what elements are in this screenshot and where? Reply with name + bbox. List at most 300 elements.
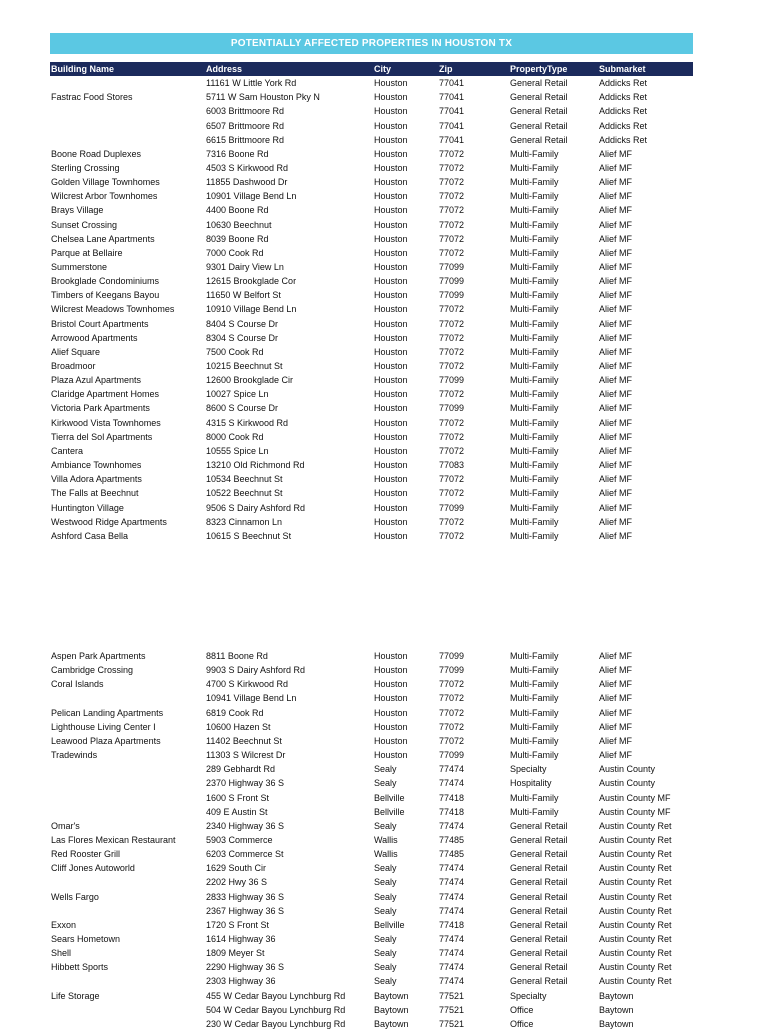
building-name-cell (51, 875, 201, 889)
property-type-cell: Multi-Family (510, 665, 559, 676)
table-row (50, 147, 693, 161)
city-cell: Houston (374, 120, 408, 131)
zip-cell: 77072 (439, 530, 465, 541)
city-cell: Sealy (374, 962, 397, 973)
submarket-cell: Austin County Ret (599, 863, 672, 874)
submarket-cell: Alief MF (599, 332, 633, 343)
zip-cell: 77072 (439, 177, 465, 188)
city-cell: Houston (374, 276, 408, 287)
building-name-cell (51, 1003, 201, 1017)
zip-cell: 77072 (439, 516, 465, 527)
address-cell: 9903 S Dairy Ashford Rd (206, 665, 306, 676)
table-row (50, 189, 693, 203)
building-name-cell (51, 805, 201, 819)
city-cell: Houston (374, 177, 408, 188)
property-type-cell: Multi-Family (510, 162, 559, 173)
submarket-cell: Alief MF (599, 177, 633, 188)
city-cell: Houston (374, 233, 408, 244)
table-row (50, 486, 693, 500)
building-name-cell: Ambiance Townhomes (51, 460, 142, 471)
header-zip: Zip (439, 64, 453, 74)
building-name-cell: Kirkwood Vista Townhomes (51, 417, 161, 428)
address-cell: 10215 Beechnut St (206, 361, 283, 371)
address-cell: 10027 Spice Ln (206, 389, 269, 400)
city-cell: Baytown (374, 1018, 409, 1029)
header-city: City (374, 64, 392, 74)
table-row (50, 861, 693, 875)
table-row (50, 274, 693, 288)
address-cell: 4503 S Kirkwood Rd (206, 162, 289, 173)
zip-cell: 77072 (439, 304, 465, 315)
table-row (50, 960, 693, 974)
city-cell: Houston (374, 332, 408, 343)
address-cell: 5903 Commerce (206, 834, 273, 845)
table-title: POTENTIALLY AFFECTED PROPERTIES IN HOUSTON TX (50, 33, 693, 54)
zip-cell: 77072 (439, 693, 465, 704)
table-row (50, 218, 693, 232)
address-cell: 10600 Hazen St (206, 721, 271, 732)
address-cell: 8811 Boone Rd (206, 651, 268, 661)
address-cell: 11303 S Wilcrest Dr (206, 750, 286, 760)
address-cell: 7316 Boone Rd (206, 148, 269, 159)
table-row (50, 677, 693, 691)
submarket-cell: Alief MF (599, 205, 633, 216)
submarket-cell: Austin County (599, 778, 656, 789)
property-type-cell: Hospitality (510, 778, 552, 789)
address-cell: 2340 Highway 36 S (206, 820, 285, 831)
zip-cell: 77072 (439, 389, 465, 400)
city-cell: Bellville (374, 792, 405, 803)
submarket-cell: Alief MF (599, 290, 633, 301)
city-cell: Houston (374, 417, 408, 428)
address-cell: 10555 Spice Ln (206, 445, 269, 456)
address-cell: 11650 W Belfort St (206, 290, 281, 301)
submarket-cell: Alief MF (599, 488, 633, 499)
submarket-cell: Addicks Ret (599, 92, 648, 103)
property-type-cell: General Retail (510, 877, 568, 888)
table-row (50, 401, 693, 415)
table-row (50, 932, 693, 946)
zip-cell: 77041 (439, 92, 465, 103)
submarket-cell: Alief MF (599, 162, 633, 173)
property-type-cell: Multi-Family (510, 530, 559, 541)
table-row (50, 104, 693, 118)
submarket-cell: Austin County Ret (599, 834, 672, 845)
table-row (50, 762, 693, 776)
building-name-cell: Sunset Crossing (51, 219, 118, 230)
building-name-cell (51, 104, 201, 118)
table-row (50, 416, 693, 430)
zip-cell: 77474 (439, 948, 465, 959)
submarket-cell: Alief MF (599, 148, 633, 159)
address-cell: 10522 Beechnut St (206, 488, 283, 499)
property-type-cell: General Retail (510, 863, 568, 874)
submarket-cell: Austin County Ret (599, 919, 672, 930)
table-row (50, 776, 693, 790)
address-cell: 11402 Beechnut St (206, 735, 282, 746)
submarket-cell: Alief MF (599, 651, 633, 661)
building-name-cell: Westwood Ridge Apartments (51, 516, 167, 527)
city-cell: Bellville (374, 919, 405, 930)
zip-cell: 77072 (439, 488, 465, 499)
address-cell: 10941 Village Bend Ln (206, 693, 297, 704)
zip-cell: 77099 (439, 262, 465, 272)
building-name-cell: Arrowood Apartments (51, 332, 138, 343)
header-property-type: PropertyType (510, 64, 568, 74)
zip-cell: 77474 (439, 863, 465, 874)
property-type-cell: Multi-Family (510, 304, 559, 315)
header-building-name: Building Name (51, 64, 115, 74)
property-type-cell: Multi-Family (510, 177, 559, 188)
address-cell: 6003 Brittmoore Rd (206, 106, 285, 117)
submarket-cell: Alief MF (599, 721, 633, 732)
zip-cell: 77521 (439, 990, 465, 1001)
city-cell: Houston (374, 403, 408, 414)
table-row (50, 515, 693, 529)
zip-cell: 77099 (439, 750, 465, 760)
city-cell: Houston (374, 106, 408, 117)
table-row (50, 76, 693, 90)
address-cell: 6615 Brittmoore Rd (206, 134, 285, 145)
zip-cell: 77474 (439, 820, 465, 831)
city-cell: Houston (374, 219, 408, 230)
submarket-cell: Austin County Ret (599, 905, 672, 916)
zip-cell: 77072 (439, 431, 465, 442)
submarket-cell: Alief MF (599, 679, 633, 690)
property-type-cell: Multi-Family (510, 707, 559, 718)
city-cell: Houston (374, 488, 408, 499)
zip-cell: 77474 (439, 976, 465, 987)
table-row (50, 989, 693, 1003)
city-cell: Houston (374, 707, 408, 718)
address-cell: 10534 Beechnut St (206, 474, 283, 485)
submarket-cell: Alief MF (599, 707, 633, 718)
submarket-cell: Alief MF (599, 445, 633, 456)
building-name-cell: Hibbett Sports (51, 962, 109, 973)
table-row (50, 833, 693, 847)
table-row (50, 203, 693, 217)
address-cell: 8000 Cook Rd (206, 431, 264, 442)
submarket-cell: Alief MF (599, 318, 633, 329)
address-cell: 6819 Cook Rd (206, 707, 264, 718)
property-type-cell: Specialty (510, 764, 547, 775)
address-cell: 10910 Village Bend Ln (206, 304, 297, 315)
property-type-cell: Multi-Family (510, 332, 559, 343)
building-name-cell: Red Rooster Grill (51, 849, 121, 860)
building-name-cell: Cliff Jones Autoworld (51, 863, 135, 874)
city-cell: Houston (374, 134, 408, 145)
city-cell: Houston (374, 735, 408, 746)
property-type-cell: Multi-Family (510, 806, 559, 817)
table-row (50, 359, 693, 373)
header-submarket: Submarket (599, 64, 646, 74)
submarket-cell: Austin County (599, 764, 656, 775)
table-row (50, 974, 693, 988)
zip-cell: 77072 (439, 233, 465, 244)
property-type-cell: Multi-Family (510, 792, 559, 803)
city-cell: Houston (374, 651, 408, 661)
building-name-cell (51, 119, 201, 133)
zip-cell: 77072 (439, 735, 465, 746)
property-type-cell: General Retail (510, 948, 568, 959)
city-cell: Houston (374, 262, 408, 272)
table-row (50, 430, 693, 444)
city-cell: Houston (374, 290, 408, 301)
table-row (50, 317, 693, 331)
table-row (50, 246, 693, 260)
building-name-cell: Fastrac Food Stores (51, 92, 133, 103)
submarket-cell: Austin County Ret (599, 891, 672, 902)
zip-cell: 77072 (439, 707, 465, 718)
zip-cell: 77072 (439, 247, 465, 258)
property-type-cell: General Retail (510, 905, 568, 916)
city-cell: Houston (374, 693, 408, 704)
address-cell: 12615 Brookglade Cor (206, 276, 297, 287)
building-name-cell: Wells Fargo (51, 891, 99, 902)
zip-cell: 77099 (439, 290, 465, 301)
property-type-cell: General Retail (510, 106, 568, 117)
submarket-cell: Alief MF (599, 191, 633, 202)
building-name-cell: Brookglade Condominiums (51, 276, 160, 287)
zip-cell: 77485 (439, 849, 465, 860)
property-type-cell: Multi-Family (510, 721, 559, 732)
building-name-cell: Exxon (51, 919, 77, 930)
table-row (50, 946, 693, 960)
table-row (50, 805, 693, 819)
property-type-cell: Multi-Family (510, 262, 559, 272)
building-name-cell (51, 974, 201, 988)
address-cell: 2370 Highway 36 S (206, 778, 285, 789)
building-name-cell: Claridge Apartment Homes (51, 389, 160, 400)
city-cell: Sealy (374, 976, 397, 987)
city-cell: Sealy (374, 891, 397, 902)
building-name-cell: Lighthouse Living Center I (51, 721, 156, 732)
building-name-cell: Broadmoor (51, 361, 96, 371)
city-cell: Houston (374, 474, 408, 485)
city-cell: Houston (374, 530, 408, 541)
building-name-cell: Life Storage (51, 990, 100, 1001)
property-type-cell: General Retail (510, 120, 568, 131)
submarket-cell: Alief MF (599, 219, 633, 230)
city-cell: Houston (374, 516, 408, 527)
property-type-cell: Multi-Family (510, 233, 559, 244)
address-cell: 2367 Highway 36 S (206, 905, 285, 916)
submarket-cell: Austin County Ret (599, 976, 672, 987)
building-name-cell: Golden Village Townhomes (51, 177, 160, 188)
property-type-cell: Multi-Family (510, 502, 559, 513)
table-row (50, 706, 693, 720)
submarket-cell: Alief MF (599, 460, 633, 471)
property-type-cell: Multi-Family (510, 735, 559, 746)
property-type-cell: General Retail (510, 92, 568, 103)
table-row (50, 890, 693, 904)
city-cell: Houston (374, 247, 408, 258)
address-cell: 8323 Cinnamon Ln (206, 516, 283, 527)
building-name-cell (51, 691, 201, 705)
building-name-cell: Tierra del Sol Apartments (51, 431, 153, 442)
table-row (50, 748, 693, 762)
property-type-cell: General Retail (510, 134, 568, 145)
building-name-cell: Pelican Landing Apartments (51, 707, 164, 718)
building-name-cell (51, 76, 201, 90)
submarket-cell: Addicks Ret (599, 106, 648, 117)
zip-cell: 77099 (439, 403, 465, 414)
address-cell: 8404 S Course Dr (206, 318, 279, 329)
table-row (50, 161, 693, 175)
city-cell: Sealy (374, 948, 397, 959)
submarket-cell: Austin County Ret (599, 877, 672, 888)
property-type-cell: General Retail (510, 78, 568, 88)
zip-cell: 77072 (439, 191, 465, 202)
address-cell: 1614 Highway 36 (206, 934, 276, 944)
city-cell: Sealy (374, 905, 397, 916)
city-cell: Sealy (374, 863, 397, 874)
address-cell: 7000 Cook Rd (206, 247, 264, 258)
zip-cell: 77418 (439, 792, 465, 803)
property-type-cell: Multi-Family (510, 431, 559, 442)
table-row (50, 373, 693, 387)
property-type-cell: General Retail (510, 962, 568, 973)
submarket-cell: Addicks Ret (599, 78, 648, 88)
building-name-cell (51, 776, 201, 790)
building-name-cell: Cambridge Crossing (51, 665, 134, 676)
property-type-cell: Multi-Family (510, 516, 559, 527)
address-cell: 1600 S Front St (206, 792, 270, 803)
address-cell: 13210 Old Richmond Rd (206, 460, 305, 471)
property-type-cell: Multi-Family (510, 276, 559, 287)
address-cell: 8304 S Course Dr (206, 332, 279, 343)
table-row (50, 720, 693, 734)
submarket-cell: Alief MF (599, 262, 633, 272)
zip-cell: 77072 (439, 445, 465, 456)
zip-cell: 77099 (439, 651, 465, 661)
table-row (50, 302, 693, 316)
building-name-cell: Las Flores Mexican Restaurant (51, 834, 176, 845)
table-row (50, 119, 693, 133)
table-row (50, 649, 693, 663)
submarket-cell: Alief MF (599, 735, 633, 746)
city-cell: Baytown (374, 990, 409, 1001)
property-type-cell: General Retail (510, 976, 568, 987)
property-type-cell: Multi-Family (510, 679, 559, 690)
table-row (50, 819, 693, 833)
zip-cell: 77474 (439, 934, 465, 944)
building-name-cell (51, 904, 201, 918)
zip-cell: 77474 (439, 877, 465, 888)
city-cell: Houston (374, 92, 408, 103)
address-cell: 9506 S Dairy Ashford Rd (206, 502, 306, 513)
address-cell: 455 W Cedar Bayou Lynchburg Rd (206, 990, 346, 1001)
zip-cell: 77072 (439, 318, 465, 329)
property-type-cell: Office (510, 1018, 534, 1029)
address-cell: 2303 Highway 36 (206, 976, 276, 987)
submarket-cell: Baytown (599, 1004, 634, 1015)
address-cell: 504 W Cedar Bayou Lynchburg Rd (206, 1004, 346, 1015)
zip-cell: 77072 (439, 474, 465, 485)
table-row (50, 232, 693, 246)
zip-cell: 77099 (439, 375, 465, 386)
city-cell: Houston (374, 304, 408, 315)
property-type-cell: General Retail (510, 891, 568, 902)
zip-cell: 77041 (439, 106, 465, 117)
zip-cell: 77072 (439, 205, 465, 216)
building-name-cell (51, 762, 201, 776)
building-name-cell (51, 791, 201, 805)
building-name-cell: Ashford Casa Bella (51, 530, 129, 541)
city-cell: Houston (374, 679, 408, 690)
submarket-cell: Alief MF (599, 304, 633, 315)
city-cell: Sealy (374, 934, 397, 944)
submarket-cell: Alief MF (599, 502, 633, 513)
submarket-cell: Alief MF (599, 403, 633, 414)
city-cell: Houston (374, 750, 408, 760)
address-cell: 289 Gebhardt Rd (206, 764, 276, 775)
property-type-cell: Multi-Family (510, 389, 559, 400)
city-cell: Wallis (374, 834, 398, 845)
city-cell: Houston (374, 502, 408, 513)
zip-cell: 77521 (439, 1018, 465, 1029)
zip-cell: 77072 (439, 721, 465, 732)
submarket-cell: Alief MF (599, 247, 633, 258)
property-type-cell: Multi-Family (510, 488, 559, 499)
city-cell: Sealy (374, 778, 397, 789)
address-cell: 12600 Brookglade Cir (206, 375, 294, 386)
table-row (50, 175, 693, 189)
table-row (50, 1003, 693, 1017)
address-cell: 4400 Boone Rd (206, 205, 269, 216)
address-cell: 6507 Brittmoore Rd (206, 120, 285, 131)
table-row (50, 90, 693, 104)
zip-cell: 77041 (439, 78, 465, 88)
city-cell: Houston (374, 78, 408, 88)
building-name-cell: Tradewinds (51, 750, 98, 760)
address-cell: 1720 S Front St (206, 919, 270, 930)
zip-cell: 77099 (439, 665, 465, 676)
zip-cell: 77041 (439, 134, 465, 145)
property-type-cell: General Retail (510, 849, 568, 860)
zip-cell: 77072 (439, 332, 465, 343)
submarket-cell: Austin County Ret (599, 820, 672, 831)
address-cell: 230 W Cedar Bayou Lynchburg Rd (206, 1018, 346, 1029)
header-address: Address (206, 64, 243, 74)
city-cell: Houston (374, 665, 408, 676)
zip-cell: 77099 (439, 502, 465, 513)
zip-cell: 77072 (439, 417, 465, 428)
address-cell: 2202 Hwy 36 S (206, 877, 268, 888)
city-cell: Sealy (374, 764, 397, 775)
submarket-cell: Alief MF (599, 276, 633, 287)
submarket-cell: Baytown (599, 990, 634, 1001)
city-cell: Houston (374, 721, 408, 732)
building-name-cell: Alief Square (51, 346, 101, 357)
table-row (50, 904, 693, 918)
address-cell: 8039 Boone Rd (206, 233, 269, 244)
submarket-cell: Alief MF (599, 233, 633, 244)
city-cell: Houston (374, 375, 408, 386)
address-cell: 9301 Dairy View Ln (206, 262, 284, 272)
zip-cell: 77418 (439, 806, 465, 817)
building-name-cell: Bristol Court Apartments (51, 318, 149, 329)
building-name-cell: Sterling Crossing (51, 162, 120, 173)
property-type-cell: Multi-Family (510, 346, 559, 357)
submarket-cell: Alief MF (599, 361, 633, 371)
submarket-cell: Austin County MF (599, 792, 671, 803)
city-cell: Houston (374, 431, 408, 442)
city-cell: Sealy (374, 820, 397, 831)
property-type-cell: Multi-Family (510, 474, 559, 485)
zip-cell: 77072 (439, 148, 465, 159)
table-row (50, 472, 693, 486)
